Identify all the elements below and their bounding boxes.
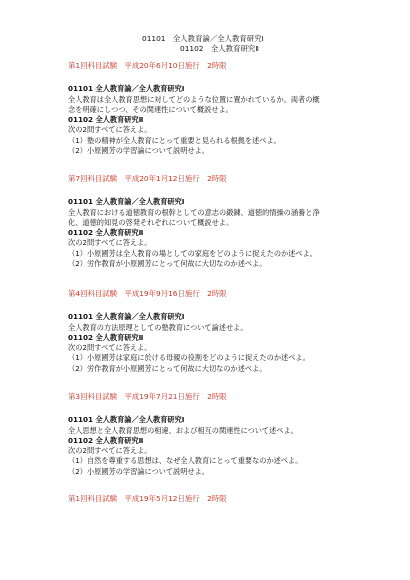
exam-body [68, 197, 398, 269]
exam-heading: 第4回科目試験 平成19年9月16日施行 2時限 [68, 289, 227, 298]
exam-section [68, 174, 398, 269]
exam-section [68, 392, 398, 477]
question-line: （1）小原國芳は全人教育の場としての家庭をどのように捉えたのか述べよ。 [68, 248, 317, 258]
subject-title: 01101 全人教育論／全人教育研究Ⅰ [68, 312, 185, 322]
question-line: （1）自然を尊重する思想は、なぜ全人教育にとって重要なのか述べよ。 [68, 456, 303, 466]
question-line: 次の2問すべてに答えよ。 [68, 446, 152, 456]
question-line: （2）労作教育が小原國芳にとって何故に大切なのか述べよ。 [68, 259, 267, 269]
exam-body [68, 312, 398, 374]
question-line: （2）労作教育が小原國芳にとって何故に大切なのか述べよ。 [68, 363, 267, 373]
question-line: 全人思想と全人教育思想の相違、および相互の関連性について述べよ。 [68, 425, 298, 435]
question-line: 念を明確にしつつ、その関連性について概説せよ。 [68, 104, 233, 114]
question-line: 次の2問すべてに答えよ。 [68, 238, 152, 248]
exam-heading: 第3回科目試験 平成19年7月21日施行 2時限 [68, 392, 227, 401]
question-line: （2）小原國芳の学習論について説明せよ。 [68, 146, 209, 156]
question-line: 全人教育における道徳教育の根幹としての意志の鍛錬、道徳的情操の涵養と浄 [68, 207, 320, 217]
question-line: （2）小原國芳の学習論について説明せよ。 [68, 466, 209, 476]
subject-title: 01102 全人教育研究Ⅱ [68, 435, 144, 445]
question-line: （1）塾の精神が全人教育にとって重要と見られる根拠を述べよ。 [68, 135, 281, 145]
exam-section [68, 289, 398, 374]
exam-heading: 第1回科目試験 平成20年6月10日施行 2時限 [68, 61, 227, 70]
exam-body [68, 415, 398, 477]
exam-heading: 第7回科目試験 平成20年1月12日施行 2時限 [68, 174, 227, 183]
question-line: 次の2問すべてに答えよ。 [68, 343, 152, 353]
subject-title: 01102 全人教育研究Ⅱ [68, 332, 144, 342]
exam-section [68, 494, 398, 504]
subject-title: 01102 全人教育研究Ⅱ [68, 228, 144, 238]
header-line-1: 01101 全人教育論／全人教育研究Ⅰ [142, 34, 264, 44]
question-line: 化、道徳的知見の啓発それぞれについて概説せよ。 [68, 217, 234, 227]
question-line: 次の2問すべてに答えよ。 [68, 125, 152, 135]
subject-title: 01101 全人教育論／全人教育研究Ⅰ [68, 197, 185, 207]
subject-title: 01101 全人教育論／全人教育研究Ⅰ [68, 84, 185, 94]
exam-heading: 第1回科目試験 平成19年5月12日施行 2時限 [68, 494, 227, 503]
question-line: 全人教育は全人教育思想に対してどのような位置に置かれているか。両者の概 [68, 94, 320, 104]
subject-title: 01102 全人教育研究Ⅱ [68, 115, 144, 125]
question-line: （1）小原國芳は家庭に於ける母親の役割をどのように捉えたのか述べよ。 [68, 353, 310, 363]
header-line-2: 01102 全人教育研究Ⅱ [180, 44, 259, 54]
exam-body [68, 84, 398, 156]
question-line: 全人教育の方法原理としての塾教育について論述せよ。 [68, 322, 248, 332]
subject-title: 01101 全人教育論／全人教育研究Ⅰ [68, 415, 185, 425]
exam-section [68, 61, 398, 156]
